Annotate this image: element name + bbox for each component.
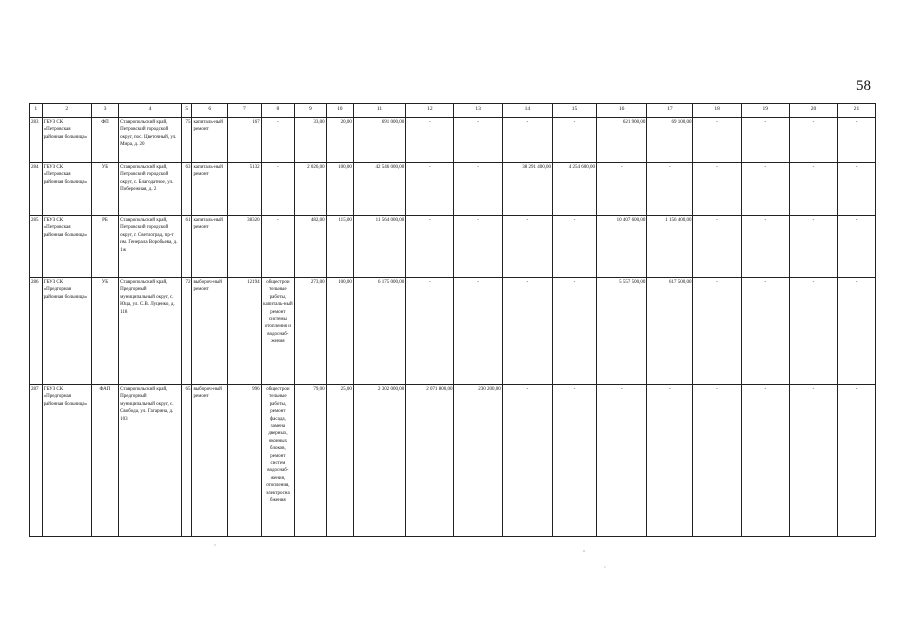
cell-col14: - xyxy=(502,118,552,163)
repair-program-table xyxy=(29,103,876,537)
table-row xyxy=(30,278,876,385)
cell-col12: - xyxy=(406,278,454,385)
cell-col5: 72 xyxy=(181,278,191,385)
work-description: - xyxy=(261,216,295,278)
cell-col7: 996 xyxy=(228,385,262,537)
facility-type: ФП xyxy=(91,118,118,163)
cell-col9: 33,00 xyxy=(295,118,326,163)
cell-col19: - xyxy=(741,278,789,385)
cell-col19: - xyxy=(741,118,789,163)
cell-col12: 2 071 800,00 xyxy=(406,385,454,537)
cell-col18: - xyxy=(693,278,741,385)
cell-col15: - xyxy=(553,385,597,537)
work-type: капиталь-ный ремонт xyxy=(192,216,228,278)
work-description: - xyxy=(261,118,295,163)
cell-col17: 1 156 400,00 xyxy=(647,216,693,278)
facility-type: ФАП xyxy=(91,385,118,537)
institution-name: ГБУЗ СК «Петровская районная больница» xyxy=(42,216,91,278)
institution-name: ГБУЗ СК «Предгорная районная больница» xyxy=(42,385,91,537)
cell-col11: 6 175 000,00 xyxy=(353,278,405,385)
cell-col12: - xyxy=(406,216,454,278)
cell-col9: 79,00 xyxy=(295,385,326,537)
work-type: выбороч-ный ремонт xyxy=(192,278,228,385)
speck xyxy=(583,550,584,551)
column-number: 9 xyxy=(295,104,326,118)
cell-col9: 482,00 xyxy=(295,216,326,278)
cell-col21: - xyxy=(838,163,876,216)
work-description: - xyxy=(261,163,295,216)
column-number: 11 xyxy=(353,104,405,118)
institution-name: ГБУЗ СК «Петровская районная больница» xyxy=(42,163,91,216)
cell-col17: 69 100,00 xyxy=(647,118,693,163)
cell-col12: - xyxy=(406,163,454,216)
cell-col18: - xyxy=(693,216,741,278)
cell-col11: 42 546 000,00 xyxy=(353,163,405,216)
facility-type: УБ xyxy=(91,163,118,216)
cell-col7: 12194 xyxy=(228,278,262,385)
facility-type: РБ xyxy=(91,216,118,278)
cell-col17: - xyxy=(647,163,693,216)
column-number-row xyxy=(30,104,876,118)
row-number: 286 xyxy=(30,278,43,385)
cell-col10: 20,00 xyxy=(326,118,353,163)
column-number: 19 xyxy=(741,104,789,118)
cell-col16: - xyxy=(597,163,647,216)
column-number: 14 xyxy=(502,104,552,118)
cell-col14: - xyxy=(502,216,552,278)
cell-col20: - xyxy=(789,163,837,216)
facility-type: УБ xyxy=(91,278,118,385)
cell-col13: - xyxy=(454,278,502,385)
cell-col21: - xyxy=(838,385,876,537)
work-type: капиталь-ный ремонт xyxy=(192,118,228,163)
column-number: 4 xyxy=(119,104,182,118)
cell-col9: 2 026,00 xyxy=(295,163,326,216)
row-number: 284 xyxy=(30,163,43,216)
address: Ставропольский край, Петровский городской округ, с. Благодатное, ул. Побережная, д. 2 xyxy=(119,163,182,216)
address: Ставропольский край, Петровский городской округ, г. Светлоград, пр-т им. Генерала Воробьева, д. 1ж xyxy=(119,216,182,278)
speck xyxy=(604,566,605,567)
cell-col5: 65 xyxy=(181,385,191,537)
cell-col14: - xyxy=(502,385,552,537)
column-number: 6 xyxy=(192,104,228,118)
row-number: 283 xyxy=(30,118,43,163)
work-type: капиталь-ный ремонт xyxy=(192,163,228,216)
cell-col12: - xyxy=(406,118,454,163)
cell-col10: 25,00 xyxy=(326,385,353,537)
cell-col15: - xyxy=(553,278,597,385)
cell-col10: 100,00 xyxy=(326,163,353,216)
address: Ставропольский край, Петровский городской округ, пос. Цветочный, ул. Мира, д. 20 xyxy=(119,118,182,163)
column-number: 12 xyxy=(406,104,454,118)
cell-col10: 115,00 xyxy=(326,216,353,278)
cell-col16: 10 407 600,00 xyxy=(597,216,647,278)
cell-col15: - xyxy=(553,216,597,278)
cell-col16: 5 557 500,00 xyxy=(597,278,647,385)
column-number: 18 xyxy=(693,104,741,118)
column-number: 21 xyxy=(838,104,876,118)
column-number: 1 xyxy=(30,104,43,118)
cell-col7: 167 xyxy=(228,118,262,163)
row-number: 285 xyxy=(30,216,43,278)
cell-col10: 100,00 xyxy=(326,278,353,385)
cell-col14: 38 291 400,00 xyxy=(502,163,552,216)
cell-col14: - xyxy=(502,278,552,385)
column-number: 16 xyxy=(597,104,647,118)
cell-col20: - xyxy=(789,278,837,385)
table-row xyxy=(30,118,876,163)
address: Ставропольский край, Предгорный муниципальный округ, с. Свобода, ул. Гагарина, д. 103 xyxy=(119,385,182,537)
cell-col13: - xyxy=(454,216,502,278)
institution-name: ГБУЗ СК «Петровская районная больница» xyxy=(42,118,91,163)
cell-col5: 61 xyxy=(181,216,191,278)
cell-col15: - xyxy=(553,118,597,163)
work-description: общестрои тельные работы, капиталь-ный ремонт системы отопления и водоснаб-жения xyxy=(261,278,295,385)
cell-col20: - xyxy=(789,385,837,537)
speck xyxy=(214,544,215,545)
cell-col21: - xyxy=(838,118,876,163)
cell-col11: 2 302 000,00 xyxy=(353,385,405,537)
institution-name: ГБУЗ СК «Предгорная районная больница» xyxy=(42,278,91,385)
column-number: 17 xyxy=(647,104,693,118)
column-number: 15 xyxy=(553,104,597,118)
cell-col19: - xyxy=(741,163,789,216)
table-row xyxy=(30,385,876,537)
cell-col21: - xyxy=(838,216,876,278)
cell-col7: 5132 xyxy=(228,163,262,216)
cell-col5: 63 xyxy=(181,163,191,216)
cell-col19: - xyxy=(741,385,789,537)
column-number: 20 xyxy=(789,104,837,118)
cell-col7: 38320 xyxy=(228,216,262,278)
cell-col13: - xyxy=(454,118,502,163)
row-number: 287 xyxy=(30,385,43,537)
column-number: 3 xyxy=(91,104,118,118)
cell-col20: - xyxy=(789,118,837,163)
cell-col18: - xyxy=(693,118,741,163)
column-number: 10 xyxy=(326,104,353,118)
cell-col19: - xyxy=(741,216,789,278)
cell-col17: 617 500,00 xyxy=(647,278,693,385)
column-number: 13 xyxy=(454,104,502,118)
work-description: общестрои тельные работы, ремонт фасада, замена дверных, оконных блоков, ремонт систем водоснаб-жения, отопления, электросна бжения xyxy=(261,385,295,537)
address: Ставропольский край, Предгорный муниципальный округ, с. Юца, ул. С.В. Луценко, д. 118 xyxy=(119,278,182,385)
cell-col11: 691 000,00 xyxy=(353,118,405,163)
column-number: 7 xyxy=(228,104,262,118)
work-type: выбороч-ный ремонт xyxy=(192,385,228,537)
cell-col9: 273,00 xyxy=(295,278,326,385)
column-number: 8 xyxy=(261,104,295,118)
cell-col18: - xyxy=(693,385,741,537)
cell-col13: - xyxy=(454,163,502,216)
cell-col20: - xyxy=(789,216,837,278)
cell-col16: - xyxy=(597,385,647,537)
cell-col18: - xyxy=(693,163,741,216)
cell-col13: 230 200,00 xyxy=(454,385,502,537)
cell-col5: 75 xyxy=(181,118,191,163)
table-row xyxy=(30,216,876,278)
table-row xyxy=(30,163,876,216)
page-number: 58 xyxy=(856,78,871,94)
cell-col17: - xyxy=(647,385,693,537)
cell-col21: - xyxy=(838,278,876,385)
column-number: 5 xyxy=(181,104,191,118)
cell-col16: 621 900,00 xyxy=(597,118,647,163)
cell-col11: 11 564 000,00 xyxy=(353,216,405,278)
column-number: 2 xyxy=(42,104,91,118)
cell-col15: 4 254 600,00 xyxy=(553,163,597,216)
